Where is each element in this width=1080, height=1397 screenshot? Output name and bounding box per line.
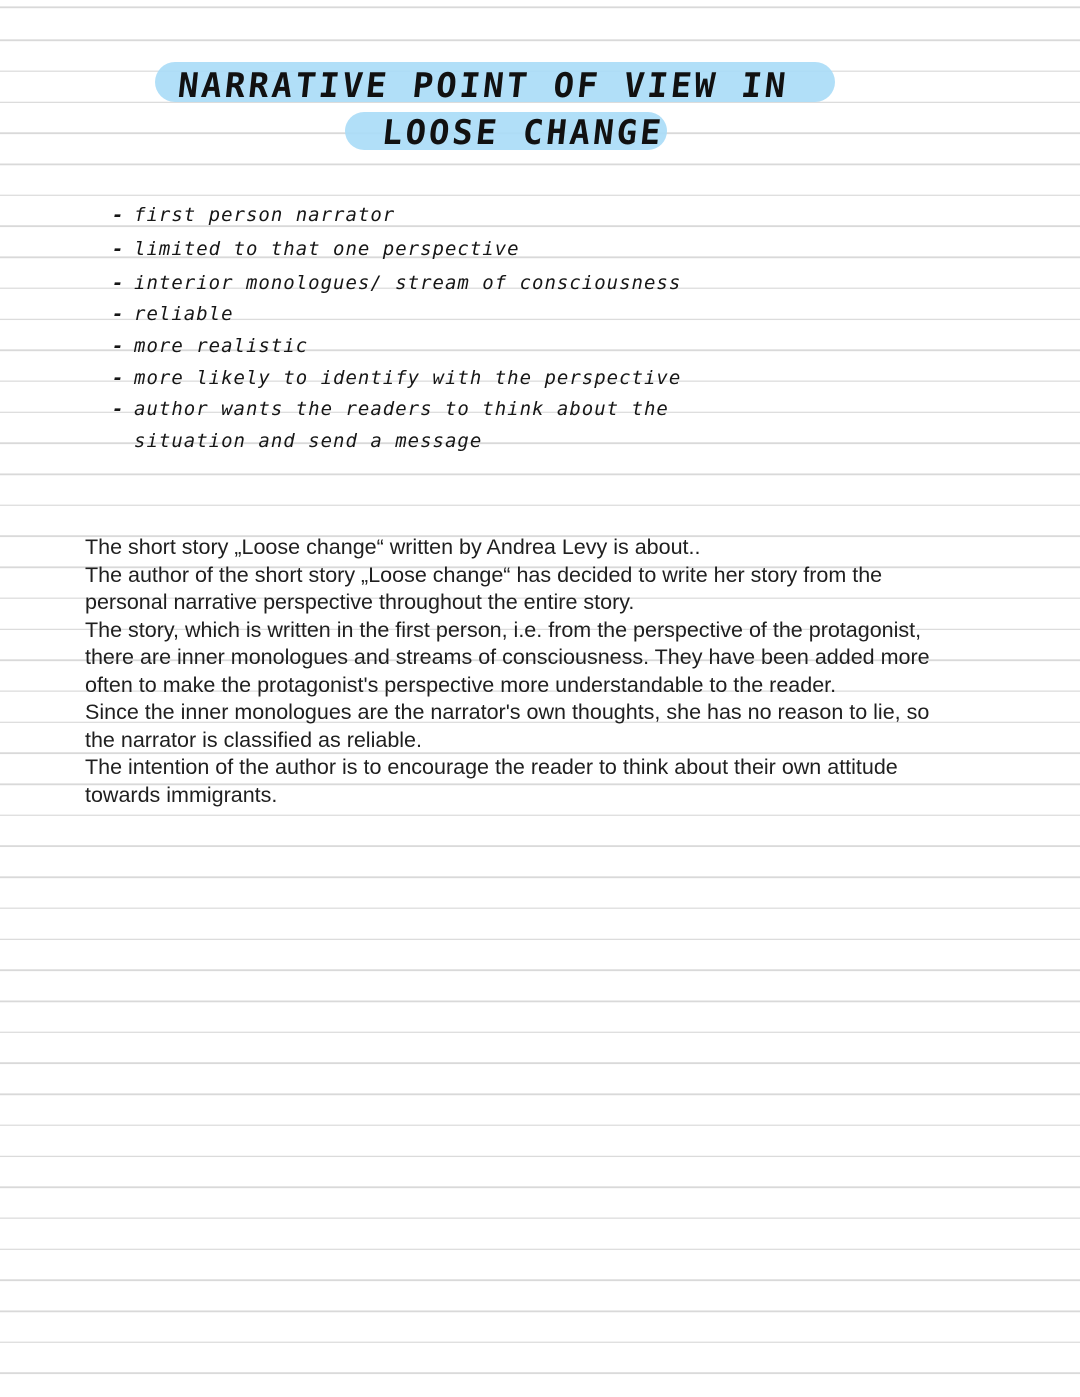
note-item: - author wants the readers to think about the	[112, 398, 669, 420]
note-item: - interior monologues/ stream of consciousness	[112, 272, 682, 294]
note-text: first person narrator	[134, 204, 396, 226]
essay-paragraph: The intention of the author is to encourage the reader to think about their own attitude towards immigrants.	[85, 755, 898, 807]
essay-text	[85, 534, 965, 809]
note-item: - more realistic	[112, 335, 309, 357]
title-line-2: LOOSE CHANGE	[379, 113, 666, 153]
note-item-continuation	[134, 430, 482, 452]
note-text: situation and send a message	[134, 430, 483, 452]
essay-paragraph: Since the inner monologues are the narrator's own thoughts, she has no reason to lie, so the narrator is classified as reliable.	[85, 700, 930, 752]
essay-paragraph: The story, which is written in the first person, i.e. from the perspective of the protagonist, there are inner monologues and streams of consciousness. They have been added more often to make the protagonist's perspective more understandable to the reader.	[85, 617, 930, 697]
note-item: - more likely to identify with the perspective	[112, 367, 682, 389]
note-item: - first person narrator	[112, 204, 396, 226]
note-text: limited to that one perspective	[134, 238, 520, 260]
note-text: more realistic	[134, 335, 309, 357]
title-line-1: NARRATIVE POINT OF VIEW IN	[175, 66, 791, 106]
note-text: reliable	[134, 303, 234, 325]
page-title	[0, 0, 1080, 160]
note-item: - limited to that one perspective	[112, 238, 520, 260]
note-text: author wants the readers to think about the	[134, 398, 669, 420]
essay-paragraph: The author of the short story „Loose change“ has decided to write her story from the personal narrative perspective throughout the entire story.	[85, 562, 883, 614]
note-item: - reliable	[112, 303, 234, 325]
essay-paragraph: The short story „Loose change“ written by Andrea Levy is about..	[85, 535, 701, 559]
note-text: interior monologues/ stream of consciousness	[134, 272, 682, 294]
note-text: more likely to identify with the perspective	[134, 367, 682, 389]
